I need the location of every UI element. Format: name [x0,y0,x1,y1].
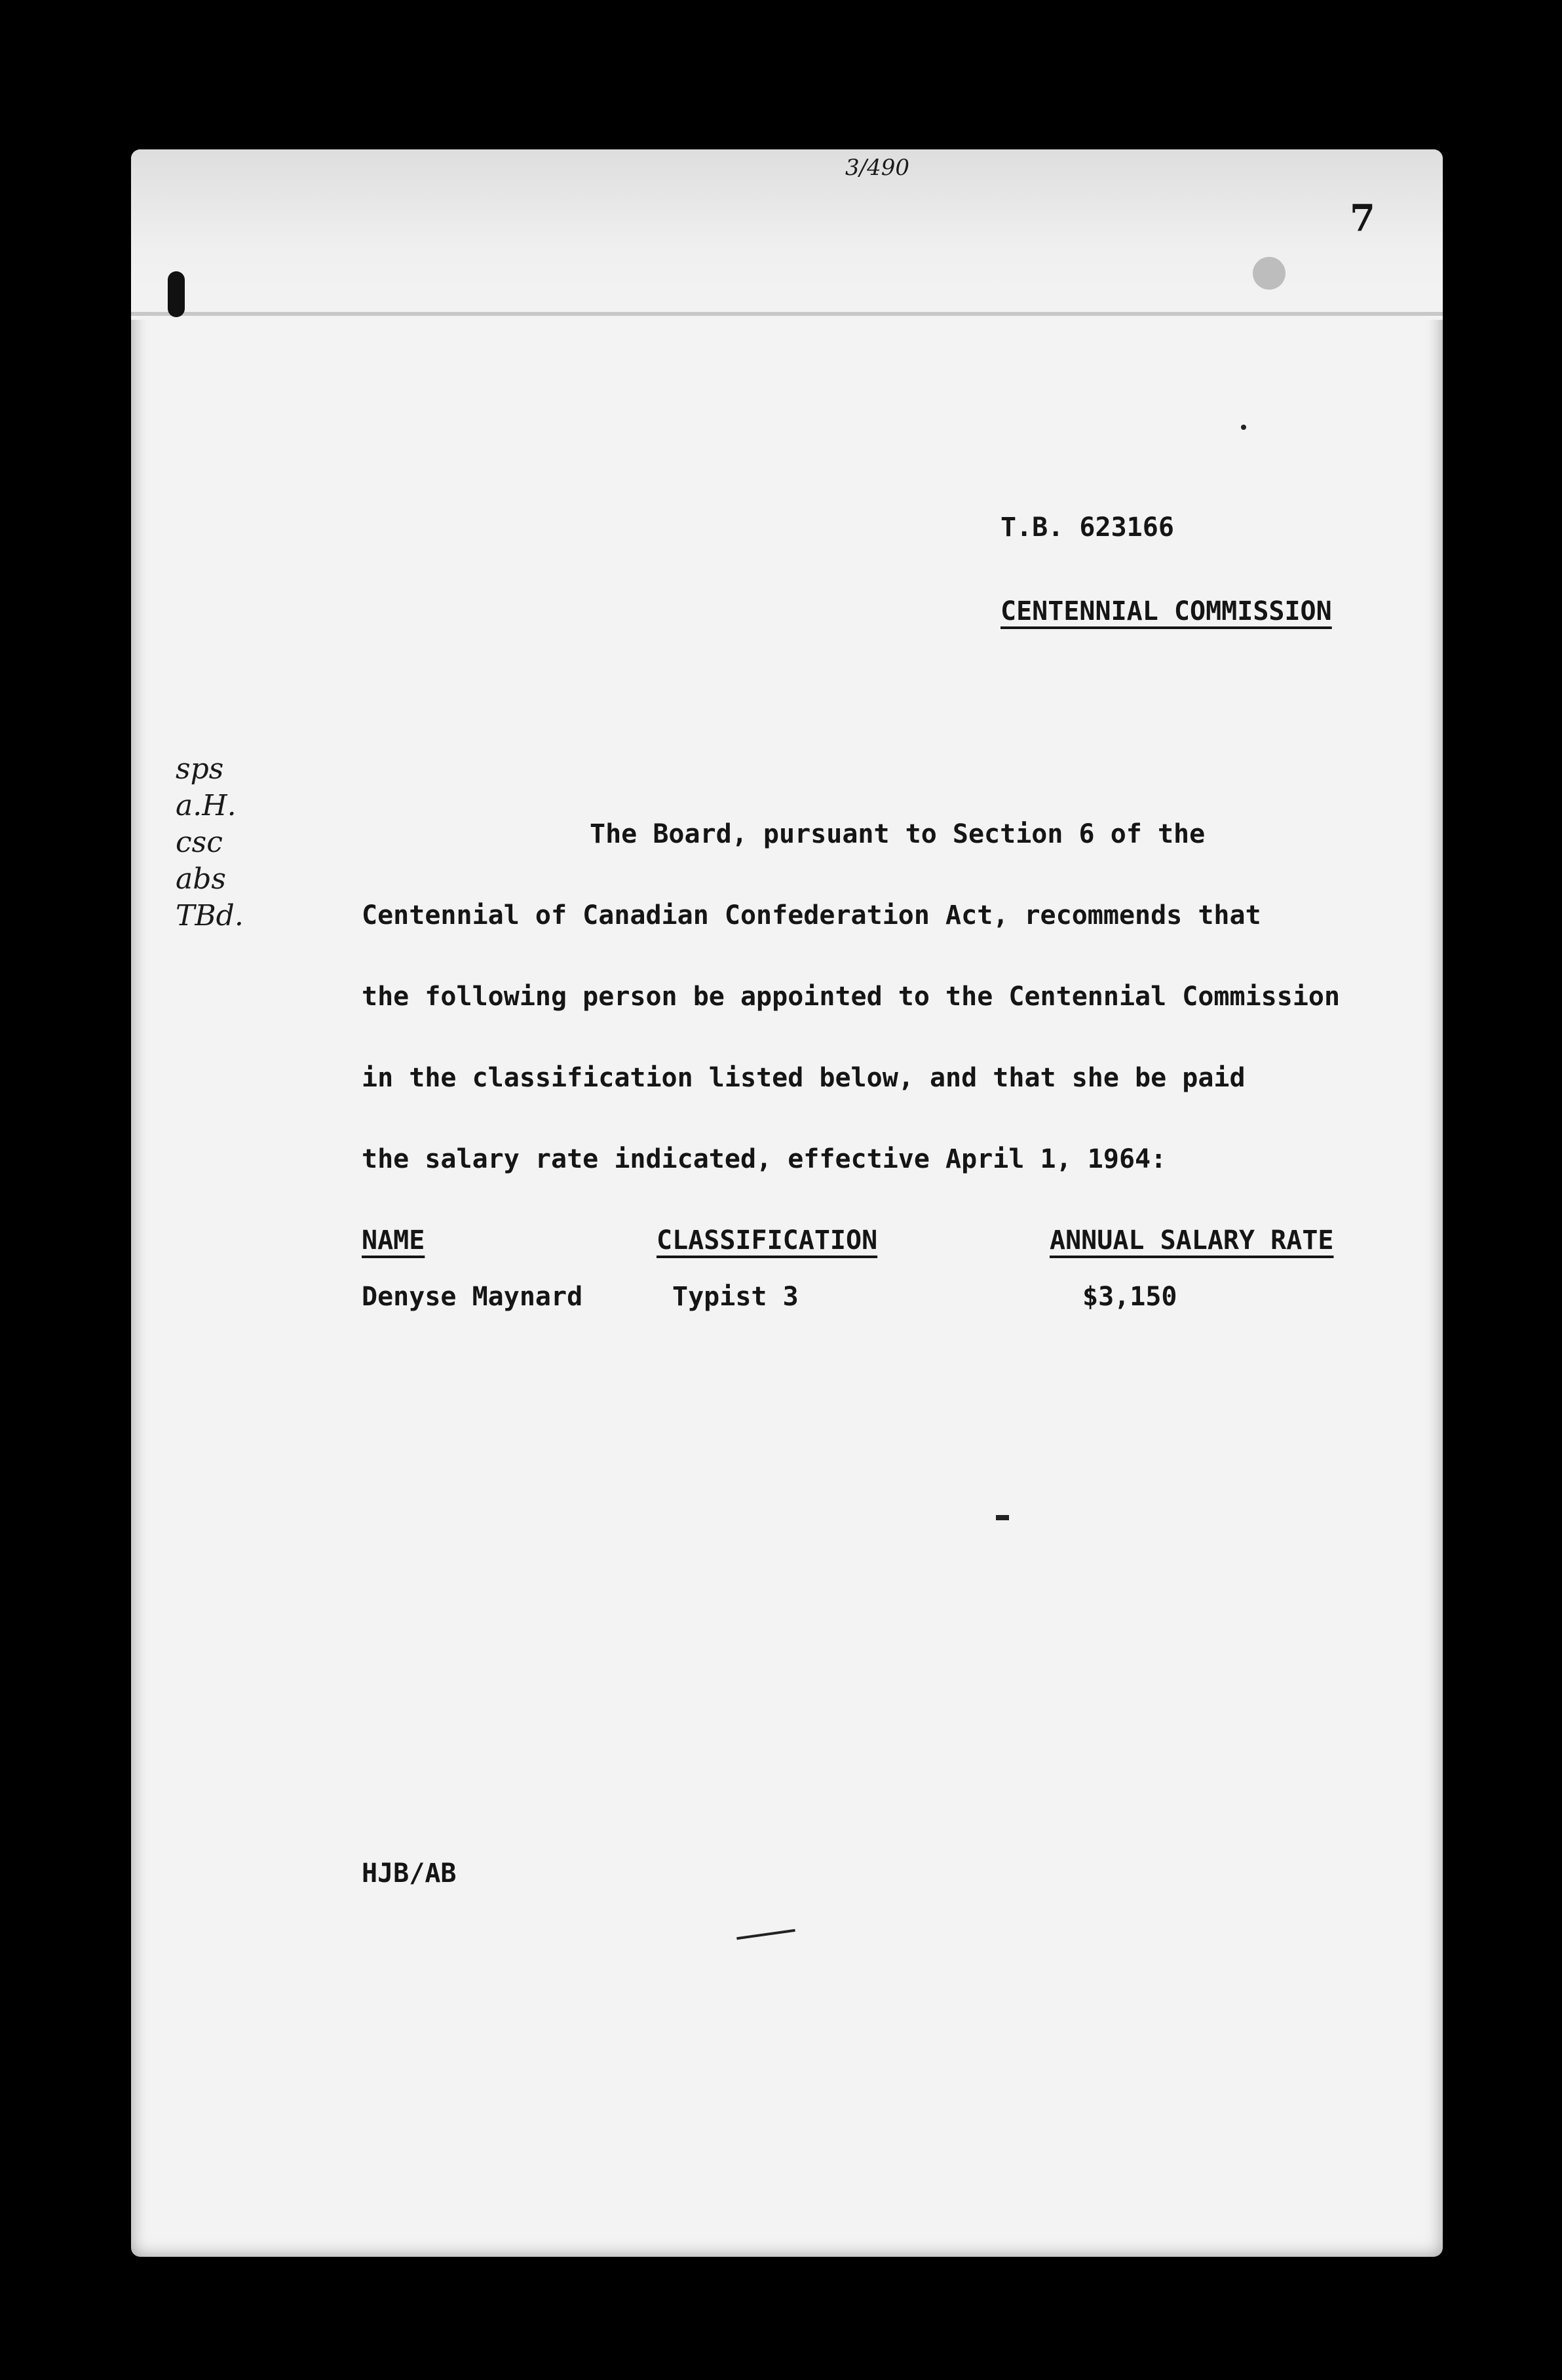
typist-initials: HJB/AB [362,1858,457,1889]
page-header-band [131,149,1443,320]
column-header-classification: CLASSIFICATION [657,1225,878,1256]
column-header-name: NAME [362,1225,425,1256]
fold-line [131,312,1443,316]
ink-speck [1241,425,1246,430]
ink-smudge [1253,257,1286,290]
department-title: CENTENNIAL COMMISSION [1000,596,1332,626]
employee-name: Denyse Maynard [362,1282,583,1312]
body-line: in the classification listed below, and that she be paid [362,1063,1246,1093]
margin-initials [176,751,244,934]
body-line: Centennial of Canadian Confederation Act, recommends that [362,900,1261,931]
punch-hole [168,271,185,317]
file-reference: 3/490 [845,155,909,181]
body-line: The Board, pursuant to Section 6 of the [590,819,1206,849]
employee-salary: $3,150 [1082,1282,1177,1312]
page-number: 7 [1350,197,1375,240]
margin-note: sps [176,752,224,786]
margin-note: a.H. [176,789,237,822]
margin-note: csc [176,826,223,859]
employee-classification: Typist 3 [672,1282,799,1312]
margin-note: TBd. [176,899,244,932]
body-line: the salary rate indicated, effective April 1, 1964: [362,1144,1167,1174]
body-line: the following person be appointed to the Centennial Commission [362,982,1341,1012]
margin-note: abs [176,862,226,896]
ink-speck [996,1515,1009,1520]
tb-number: T.B. 623166 [1000,512,1174,543]
column-header-salary: ANNUAL SALARY RATE [1050,1225,1334,1256]
document-page [131,149,1443,2257]
